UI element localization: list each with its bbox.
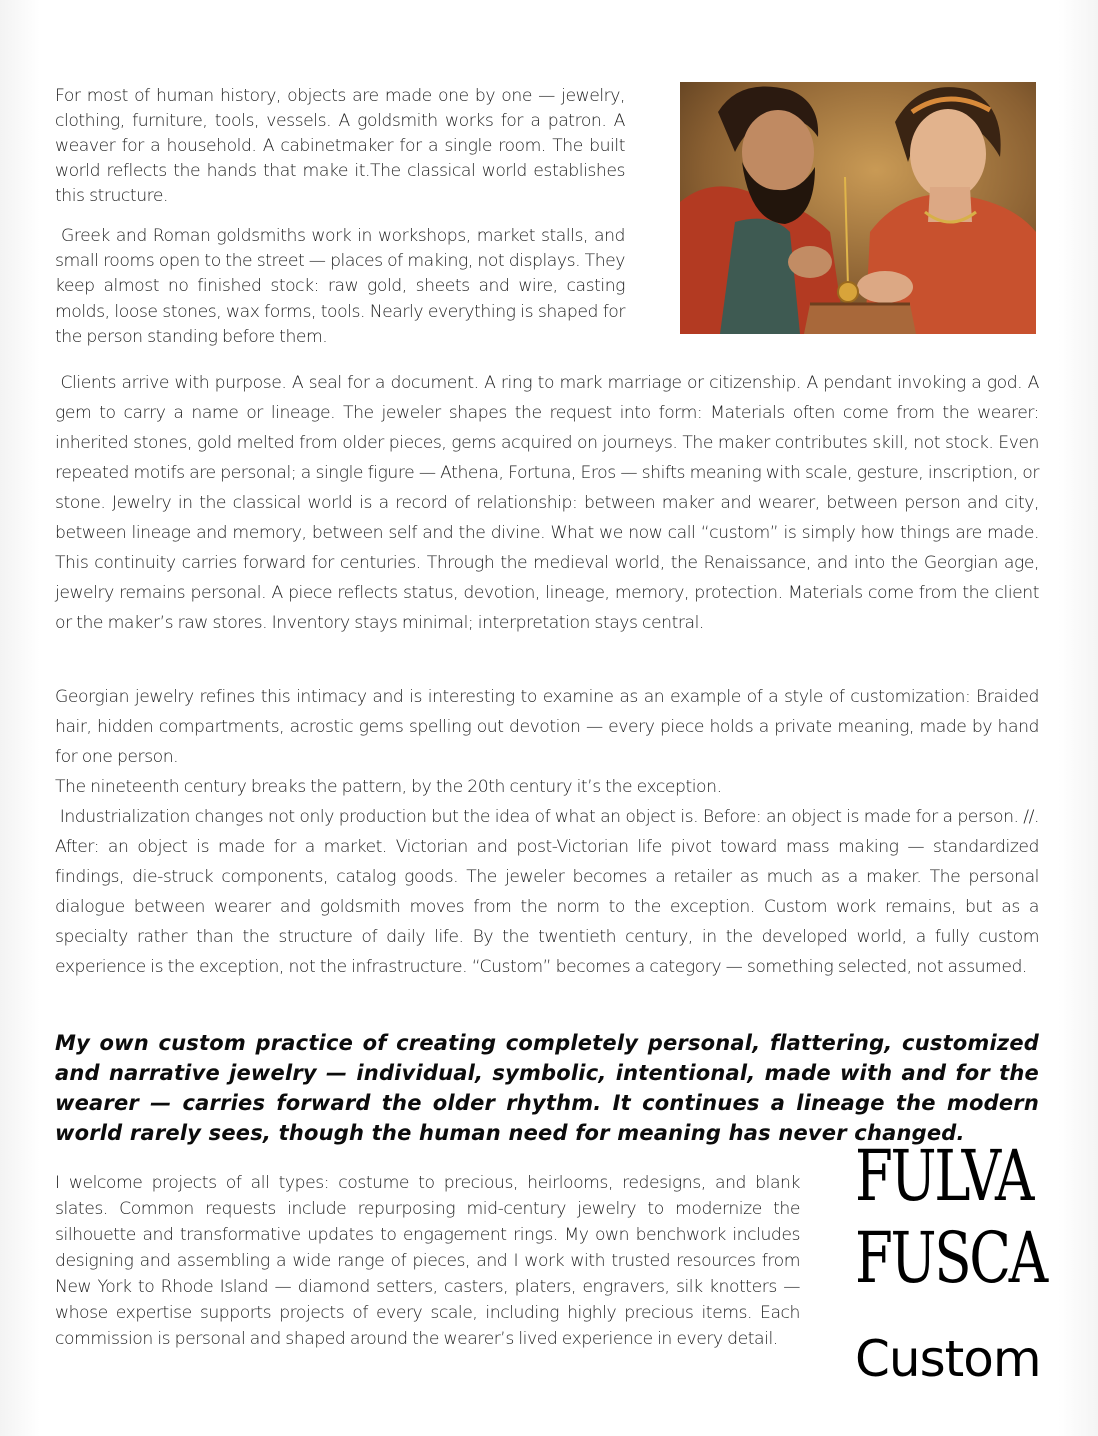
goldsmith-painting-image bbox=[680, 82, 1036, 334]
jewelry-box bbox=[804, 304, 916, 334]
paragraph-projects: I welcome projects of all types: costume to precious, heirlooms, redesigns, and blank slates. Common requests include repurposing mid-century jewelry to modernize the silhouette and transformative updates to engagement rings. My own benchwork includes designing and assembling a wide range of pieces, and I work with trusted resources from New York to Rhode Island — diamond setters, casters, platers, engravers, silk knotters — whose expertise supports projects of every scale, including highly precious items. Each commission is personal and shaped around the wearer’s lived experience in every detail. bbox=[55, 1173, 800, 1349]
paragraph-industrialization: Industrialization changes not only production but the idea of what an object is. Before: an object is made for a person. //. After: an object is made for a market. Victorian and post-Victorian life pivot toward mass making — standardized findings, die-struck components, catalog goods. The jeweler becomes a retailer as much as a maker. The personal dialogue between wearer and goldsmith moves from the norm to the exception. Custom work remains, but as a specialty rather than the structure of daily life. By the twentieth century, in the developed world, a fully custom experience is the exception, not the infrastructure. “Custom” becomes a category — something selected, not assumed. bbox=[55, 807, 1039, 977]
logo-line-fusca: FUSCA bbox=[855, 1217, 1046, 1299]
paragraph-goldsmiths: Greek and Roman goldsmiths work in workshops, market stalls, and small rooms open to the street — places of making, not displays. They keep almost no finished stock: raw gold, sheets and wire, casting molds, loose stones, wax forms, tools. Nearly everything is shaped for the person standing before them. bbox=[55, 226, 625, 347]
man-hand bbox=[788, 246, 832, 278]
paragraph-intro: For most of human history, objects are made one by one — jewelry, clothing, furniture, tools, vessels. A goldsmith works for a patron. A weaver for a household. A cabinetmaker for a single room. The built world reflects the hands that make it.The classical world establishes this structure. bbox=[55, 86, 625, 206]
fulva-fusca-logo bbox=[855, 1136, 1045, 1386]
woman-face bbox=[910, 109, 986, 199]
logo-line-fulva: FULVA bbox=[855, 1135, 1033, 1217]
practice-statement: My own custom practice of creating completely personal, flattering, customized and narrative jewelry — individual, symbolic, intentional, made with and for the wearer — carries forward the older rhythm. It continues a lineage the modern world rarely sees, though the human need for meaning has never changed. bbox=[55, 1031, 1039, 1145]
paragraph-clients: Clients arrive with purpose. A seal for a document. A ring to mark marriage or citizenship. A pendant invoking a god. A gem to carry a name or lineage. The jeweler shapes the request into form: Materials often come from the wearer: inherited stones, gold melted from older pieces, gems acquired on journeys. The maker contributes skill, not stock. Even repeated motifs are personal; a single figure — Athena, Fortuna, Eros — shifts meaning with scale, gesture, inscription, or stone. Jewelry in the classical world is a record of relationship: between maker and wearer, between person and city, between lineage and memory, between self and the divine. What we now call “custom” is simply how things are made. This continuity carries forward for centuries. Through the medieval world, the Renaissance, and into the Georgian age, jewelry remains personal. A piece reflects status, devotion, lineage, memory, protection. Materials come from the client or the maker’s raw stores. Inventory stays minimal; interpretation stays central. bbox=[55, 373, 1039, 633]
logo-tagline-custom: Custom bbox=[855, 1330, 1041, 1388]
paragraph-georgian: Georgian jewelry refines this intimacy and is interesting to examine as an example of a style of customization: Braided hair, hidden compartments, acrostic gems spelling out devotion — every piece holds a private meaning, made by hand for one person. bbox=[55, 687, 1039, 767]
woman-hand bbox=[857, 271, 913, 303]
paragraph-nineteenth-century: The nineteenth century breaks the pattern, by the 20th century it’s the exception. bbox=[55, 777, 722, 797]
pendant-medallion bbox=[838, 282, 858, 302]
